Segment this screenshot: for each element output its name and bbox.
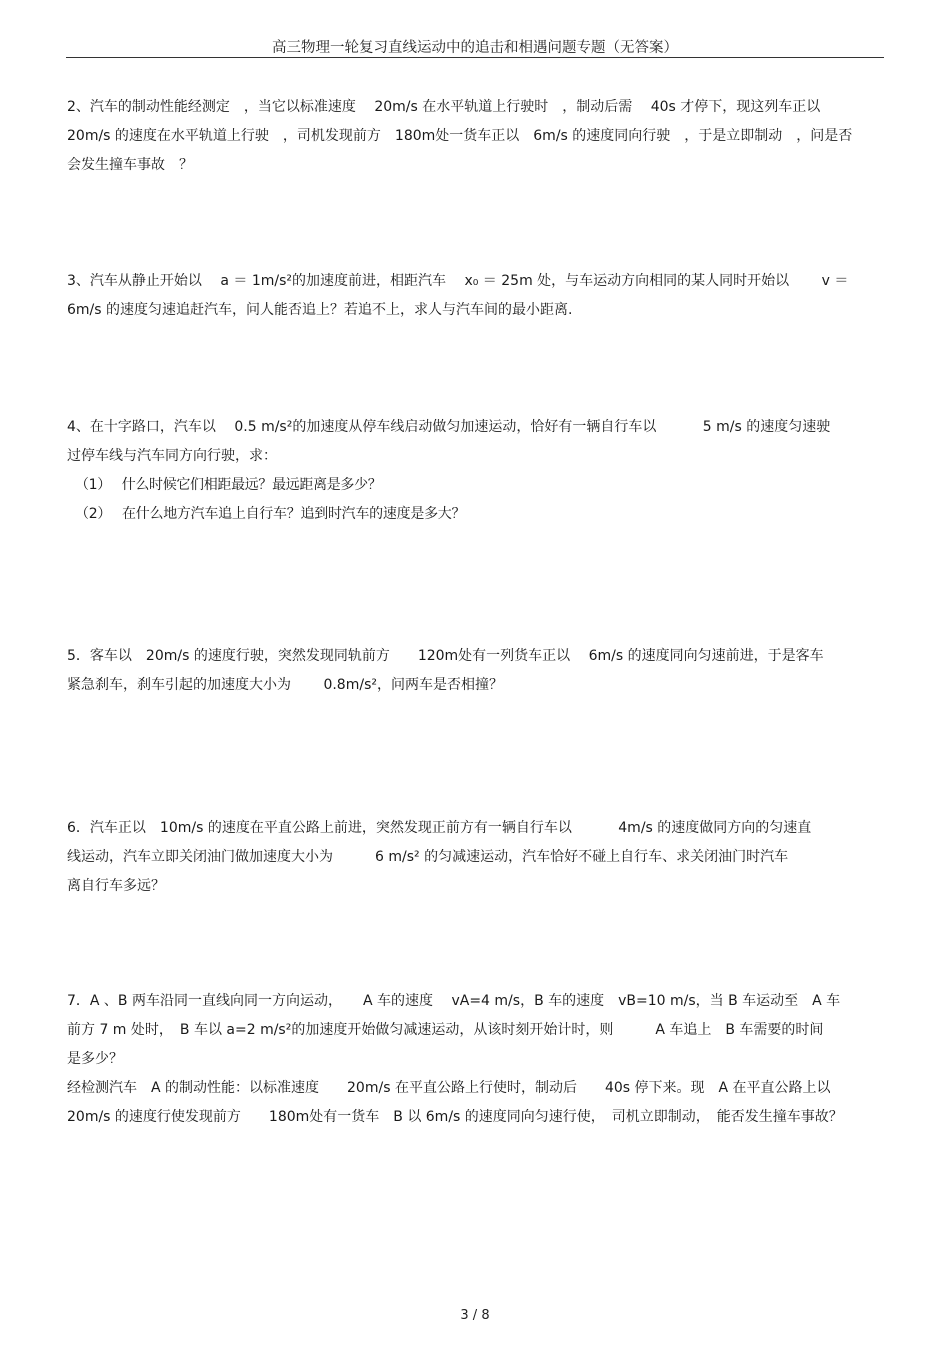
question-7-line-2: 前方 7 m 处时， B 车以 a=2 m/s²的加速度开始做匀减速运动，从该时刻开始计时，则 A 车追上 B 车需要的时间 — [67, 1022, 824, 1038]
question-7 — [67, 987, 887, 1132]
question-4-sub-2: （2） 在什么地方汽车追上自行车？追到时汽车的速度是多大？ — [75, 506, 466, 522]
question-6-line-3: 离自行车多远？ — [67, 878, 165, 894]
page-number: 3 / 8 — [460, 1308, 490, 1323]
question-4-line-2: 过停车线与汽车同方向行驶，求： — [67, 448, 277, 464]
question-8-line-1: 经检测汽车 A 的制动性能：以标准速度 20m/s 在平直公路上行使时，制动后 40s 停下来。现 A 在平直公路上以 — [67, 1080, 831, 1096]
header-divider — [66, 57, 884, 58]
question-4-sub-1: （1） 什么时候它们相距最远？最远距离是多少？ — [75, 477, 382, 493]
question-3 — [67, 267, 887, 325]
question-6-line-1: 6．汽车正以 10m/s 的速度在平直公路上前进，突然发现正前方有一辆自行车以 4m/s 的速度做同方向的匀速直 — [67, 820, 812, 836]
question-2 — [67, 93, 887, 180]
question-6 — [67, 814, 887, 901]
question-7-line-3: 是多少？ — [67, 1051, 123, 1067]
question-5-line-2: 紧急刹车，刹车引起的加速度大小为 0.8m/s²，问两车是否相撞？ — [67, 677, 503, 693]
question-2-line-2: 20m/s 的速度在水平轨道上行驶 ，司机发现前方 180m处一货车正以 6m/s 的速度同向行驶 ，于是立即制动 ，问是否 — [67, 128, 853, 144]
question-3-line-2: 6m/s 的速度匀速追赶汽车，问人能否追上？若追不上，求人与汽车间的最小距离. — [67, 302, 573, 318]
question-2-line-1: 2、汽车的制动性能经测定 ，当它以标准速度 20m/s 在水平轨道上行驶时 ，制动后需 40s 才停下，现这列车正以 — [67, 99, 821, 115]
page-header-title: 高三物理一轮复习直线运动中的追击和相遇问题专题（无答案） — [272, 40, 678, 56]
question-3-line-1: 3、汽车从静止开始以 a ＝ 1m/s²的加速度前进，相距汽车 x₀ ＝ 25m 处，与车运动方向相同的某人同时开始以 v ＝ — [67, 273, 849, 289]
question-7-line-1: 7．A 、B 两车沿同一直线向同一方向运动， A 车的速度 vA=4 m/s，B 车的速度 vB=10 m/s，当 B 车运动至 A 车 — [67, 993, 841, 1009]
question-4-line-1: 4、在十字路口，汽车以 0.5 m/s²的加速度从停车线启动做匀加速运动，恰好有一辆自行车以 5 m/s 的速度匀速驶 — [67, 419, 831, 435]
question-5-line-1: 5．客车以 20m/s 的速度行驶，突然发现同轨前方 120m处有一列货车正以 6m/s 的速度同向匀速前进，于是客车 — [67, 648, 824, 664]
question-6-line-2: 线运动，汽车立即关闭油门做加速度大小为 6 m/s² 的匀减速运动，汽车恰好不碰上自行车、求关闭油门时汽车 — [67, 849, 789, 865]
question-2-line-3: 会发生撞车事故 ？ — [67, 157, 193, 173]
question-4 — [67, 413, 887, 529]
question-8-line-2: 20m/s 的速度行使发现前方 180m处有一货车 B 以 6m/s 的速度同向匀速行使， 司机立即制动， 能否发生撞车事故？ — [67, 1109, 843, 1125]
question-5 — [67, 642, 887, 700]
